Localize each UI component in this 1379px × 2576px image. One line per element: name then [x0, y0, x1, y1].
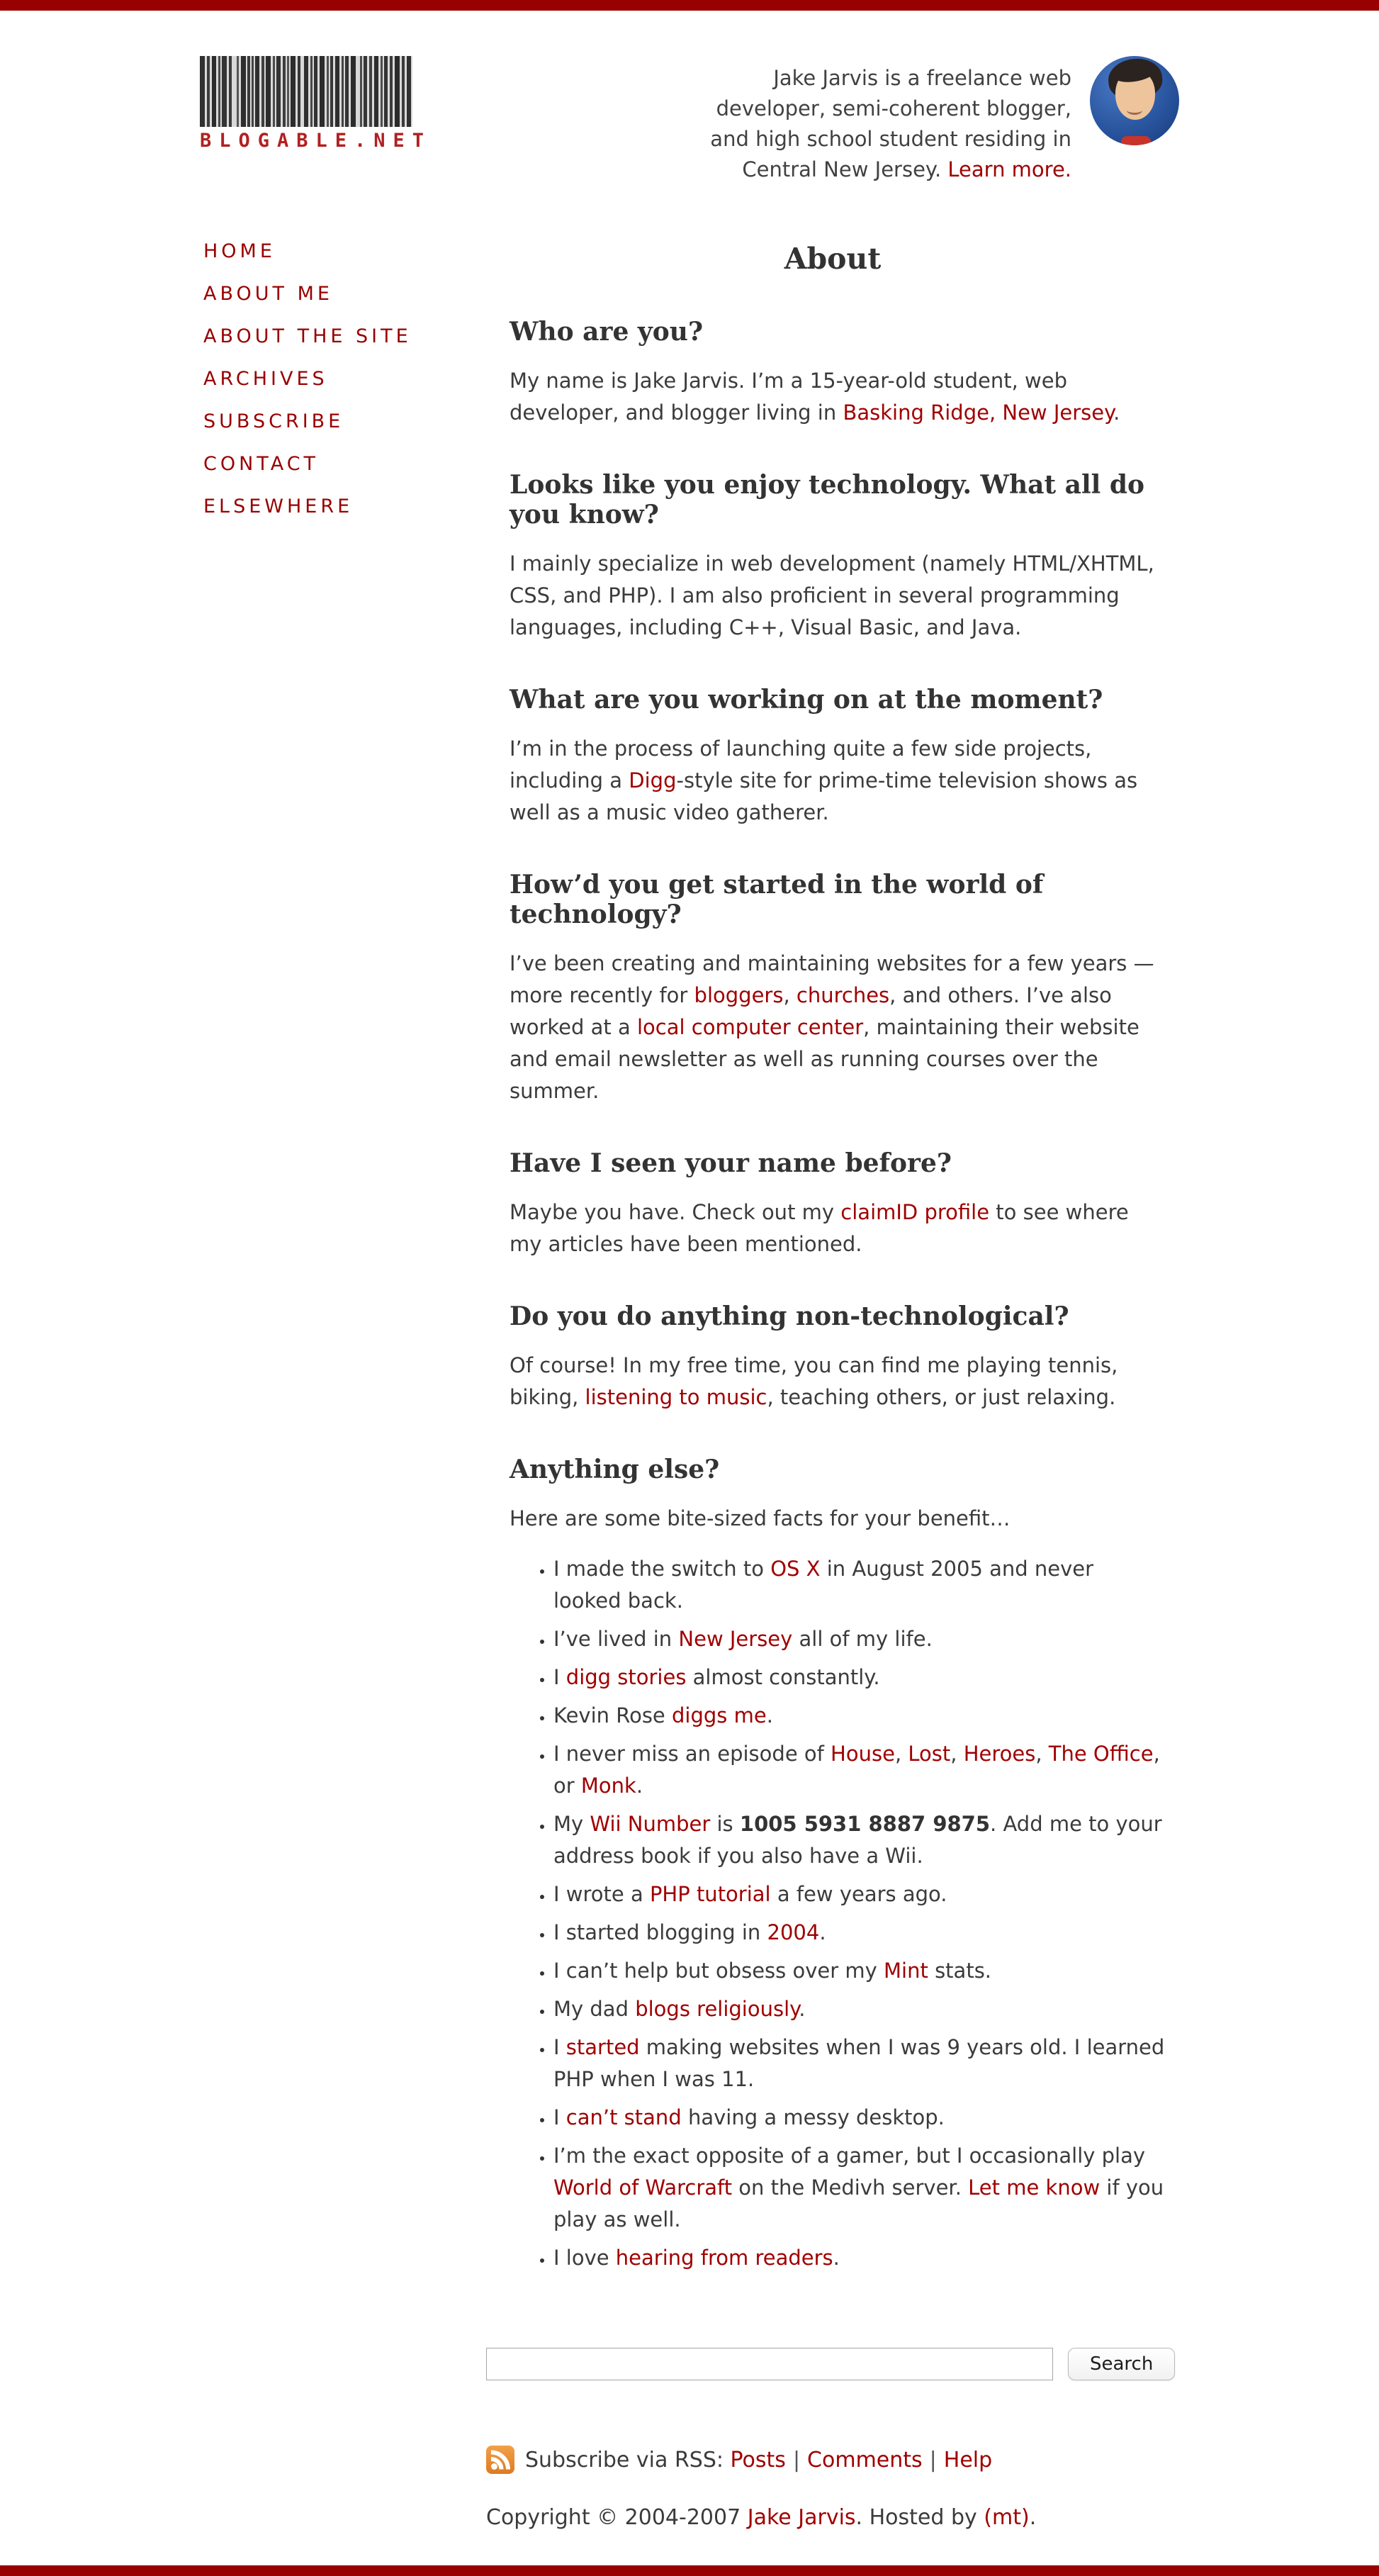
text-run: ,	[950, 1742, 964, 1766]
main-content	[486, 232, 1179, 2565]
text-link[interactable]: PHP tutorial	[649, 1882, 771, 1906]
text-run: .	[799, 1997, 806, 2021]
text-run: almost constantly.	[686, 1665, 880, 1689]
site-logo-text: BLOGABLE.NET	[200, 130, 432, 152]
text-run: .	[636, 1774, 643, 1798]
list-item	[553, 2102, 1165, 2134]
text-run: I	[553, 2035, 566, 2059]
site-header	[200, 11, 1179, 185]
rss-link-help[interactable]: Help	[943, 2447, 993, 2473]
avatar	[1090, 56, 1179, 145]
text-link[interactable]: claimID profile	[840, 1200, 990, 1224]
text-run: is	[710, 1812, 740, 1836]
text-link[interactable]: Heroes	[963, 1742, 1036, 1766]
text-run: in August 2005 and never looked back.	[553, 1557, 1094, 1613]
text-run: My dad	[553, 1997, 636, 2021]
text-run: My name is Jake Jarvis. I’m a 15-year-old student, web developer, and blogger living in	[510, 369, 1068, 425]
qa-heading: Have I seen your name before?	[510, 1148, 952, 1178]
sidebar-item-about-the-site[interactable]: ABOUT THE SITE	[203, 325, 412, 347]
text-run: I made the switch to	[553, 1557, 771, 1581]
qa-heading: Do you do anything non-technological?	[510, 1301, 1069, 1331]
text-run	[996, 401, 1002, 425]
sidebar-item-archives[interactable]: ARCHIVES	[203, 368, 328, 390]
text-link[interactable]: blogs religiously	[635, 1997, 799, 2021]
text-run: I	[553, 2105, 566, 2129]
text-run: on the Medivh server.	[732, 2175, 969, 2200]
text-run: Here are some bite-sized facts for your benefit…	[510, 1506, 1011, 1530]
text-link[interactable]: Jake Jarvis	[747, 2505, 856, 2530]
text-link[interactable]: World of Warcraft	[553, 2175, 733, 2200]
text-run: Copyright © 2004-2007	[486, 2505, 748, 2530]
search-row	[486, 2348, 1179, 2380]
text-run: , teaching others, or just relaxing.	[767, 1385, 1116, 1409]
text-link[interactable]: 2004	[767, 1920, 820, 1944]
page-title: About	[784, 242, 882, 276]
search-button[interactable]: Search	[1068, 2348, 1175, 2380]
list-item	[553, 2032, 1165, 2095]
text-run: .	[819, 1920, 826, 1944]
text-run: I started blogging in	[553, 1920, 767, 1944]
text-run: stats.	[928, 1959, 992, 1983]
text-run: ,	[894, 1742, 908, 1766]
sidebar-item-elsewhere[interactable]: ELSEWHERE	[203, 495, 354, 517]
rss-icon[interactable]	[486, 2446, 514, 2474]
text-run: ,	[1035, 1742, 1049, 1766]
text-run: Maybe you have. Check out my	[510, 1200, 841, 1224]
search-input[interactable]	[486, 2348, 1053, 2380]
text-link[interactable]: Basking Ridge,	[843, 401, 996, 425]
list-item	[553, 1808, 1165, 1872]
list-item	[553, 1993, 1165, 2025]
rss-link-comments[interactable]: Comments	[807, 2447, 923, 2473]
text-link[interactable]: started	[565, 2035, 640, 2059]
text-link[interactable]: Digg	[629, 768, 677, 793]
list-item	[553, 1955, 1165, 1987]
text-run: I’m the exact opposite of a gamer, but I occasionally play	[553, 2144, 1146, 2168]
qa-paragraph	[510, 948, 1165, 1107]
qa-paragraph	[510, 1197, 1165, 1260]
qa-heading: What are you working on at the moment?	[510, 685, 1103, 715]
text-run: .	[833, 2246, 840, 2270]
rss-row	[486, 2446, 1179, 2474]
list-item	[553, 1878, 1165, 1910]
qa-heading: Looks like you enjoy technology. What all do you know?	[510, 470, 1145, 530]
rss-label: Subscribe via RSS:	[525, 2447, 724, 2473]
list-item	[553, 1738, 1165, 1802]
text-run: .	[766, 1703, 773, 1727]
list-item	[553, 1700, 1165, 1732]
columns	[200, 232, 1179, 2565]
content-wrapper	[200, 11, 1179, 2565]
text-link[interactable]: House	[831, 1742, 895, 1766]
bold-text: 1005 5931 8887 9875	[739, 1812, 991, 1836]
sidebar-item-home[interactable]: HOME	[203, 240, 276, 262]
text-link[interactable]: Wii Number	[590, 1812, 711, 1836]
qa-paragraph	[510, 1503, 1165, 1535]
text-run: , and others. I’ve also worked at a	[510, 983, 1112, 1039]
list-item	[553, 2140, 1165, 2236]
site-logo[interactable]	[200, 56, 432, 152]
avatar-smile	[1127, 106, 1142, 115]
text-link[interactable]: OS X	[770, 1557, 821, 1581]
text-run: I wrote a	[553, 1882, 650, 1906]
qa-heading: Anything else?	[510, 1455, 720, 1484]
text-run: I can’t help but obsess over my	[553, 1959, 884, 1983]
text-link[interactable]: Mint	[884, 1959, 928, 1983]
text-link[interactable]: Let me know	[968, 2175, 1101, 2200]
text-run: I love	[553, 2246, 616, 2270]
rss-link-separator: |	[792, 2447, 801, 2473]
text-link[interactable]: (mt)	[984, 2505, 1030, 2530]
text-run: , maintaining their website and email newsletter as well as running courses over the summer.	[510, 1015, 1139, 1103]
qa-paragraph	[510, 548, 1165, 644]
copyright	[486, 2505, 1179, 2530]
qa-heading: Who are you?	[510, 317, 704, 347]
qa-paragraph	[510, 1350, 1165, 1413]
rss-link-separator: |	[929, 2447, 937, 2473]
rss-link-posts[interactable]: Posts	[730, 2447, 786, 2473]
sidebar-item-subscribe[interactable]: SUBSCRIBE	[203, 410, 344, 432]
avatar-collar	[1121, 136, 1151, 145]
list-item	[553, 1662, 1165, 1693]
sidebar-nav	[200, 232, 486, 2565]
text-run: . Hosted by	[855, 2505, 984, 2530]
list-item	[553, 1553, 1165, 1617]
text-run: I never miss an episode of	[553, 1742, 831, 1766]
qa-paragraph	[510, 733, 1165, 829]
text-run: if you play as well.	[553, 2175, 1164, 2231]
text-link[interactable]: The Office	[1048, 1742, 1154, 1766]
text-run: -style site for prime-time television shows as well as a music video gatherer.	[510, 768, 1138, 824]
qa-paragraph	[510, 365, 1165, 429]
text-run: making websites when I was 9 years old. I learned PHP when I was 11.	[553, 2035, 1165, 2091]
text-link[interactable]: digg stories	[565, 1665, 687, 1689]
list-item	[553, 1917, 1165, 1949]
text-run: I’ve lived in	[553, 1627, 679, 1651]
text-run: .	[1029, 2505, 1037, 2530]
text-run: I	[553, 1665, 566, 1689]
text-run: My	[553, 1812, 590, 1836]
text-link[interactable]: hearing from readers	[615, 2246, 833, 2270]
top-accent-bar	[0, 0, 1379, 11]
text-link[interactable]: Monk	[580, 1774, 636, 1798]
text-run: ,	[783, 983, 797, 1007]
text-link[interactable]: diggs me	[672, 1703, 767, 1727]
text-link[interactable]: bloggers	[694, 983, 784, 1007]
facts-list	[510, 1553, 1165, 2274]
text-link[interactable]: listening to music	[585, 1385, 767, 1409]
bottom-accent-bar	[0, 2565, 1379, 2576]
text-link[interactable]: can’t stand	[565, 2105, 682, 2129]
text-link[interactable]: local computer center	[636, 1015, 864, 1039]
site-intro-text	[689, 63, 1071, 185]
text-run: , or	[553, 1742, 1160, 1798]
barcode-logo-image	[200, 56, 412, 127]
text-run: Of course! In my free time, you can find me playing tennis, biking,	[510, 1353, 1118, 1409]
text-run: all of my life.	[792, 1627, 933, 1651]
list-item	[553, 2242, 1165, 2274]
text-run: Jake Jarvis is a freelance web developer, semi-coherent blogger, and high school student residing in Central New Jersey.	[710, 66, 1071, 181]
text-run: .	[1113, 401, 1120, 425]
sidebar-item-about-me[interactable]: ABOUT ME	[203, 283, 333, 305]
text-link[interactable]: churches	[796, 983, 890, 1007]
text-link[interactable]: Lost	[908, 1742, 951, 1766]
text-run: I mainly specialize in web development (namely HTML/XHTML, CSS, and PHP). I am also proficient in several programming languages, including C++, Visual Basic, and Java.	[510, 551, 1154, 639]
text-run: I’ve been creating and maintaining websites for a few years — more recently for	[510, 951, 1154, 1007]
text-run: to see where my articles have been mentioned.	[510, 1200, 1129, 1256]
list-item	[553, 1623, 1165, 1655]
text-run: . Add me to your address book if you also have a Wii.	[553, 1812, 1162, 1868]
sidebar-item-contact[interactable]: CONTACT	[203, 453, 320, 475]
text-run: having a messy desktop.	[681, 2105, 945, 2129]
text-link[interactable]: New Jersey	[678, 1627, 793, 1651]
qa-heading: How’d you get started in the world of technology?	[510, 870, 1044, 929]
text-link[interactable]: Learn more.	[947, 157, 1071, 181]
text-run: a few years ago.	[770, 1882, 947, 1906]
rss-links	[724, 2448, 992, 2473]
text-run: Kevin Rose	[553, 1703, 672, 1727]
text-link[interactable]: New Jersey	[1002, 401, 1114, 425]
text-run: I’m in the process of launching quite a few side projects, including a	[510, 737, 1092, 793]
qa-sections	[486, 317, 1179, 2274]
